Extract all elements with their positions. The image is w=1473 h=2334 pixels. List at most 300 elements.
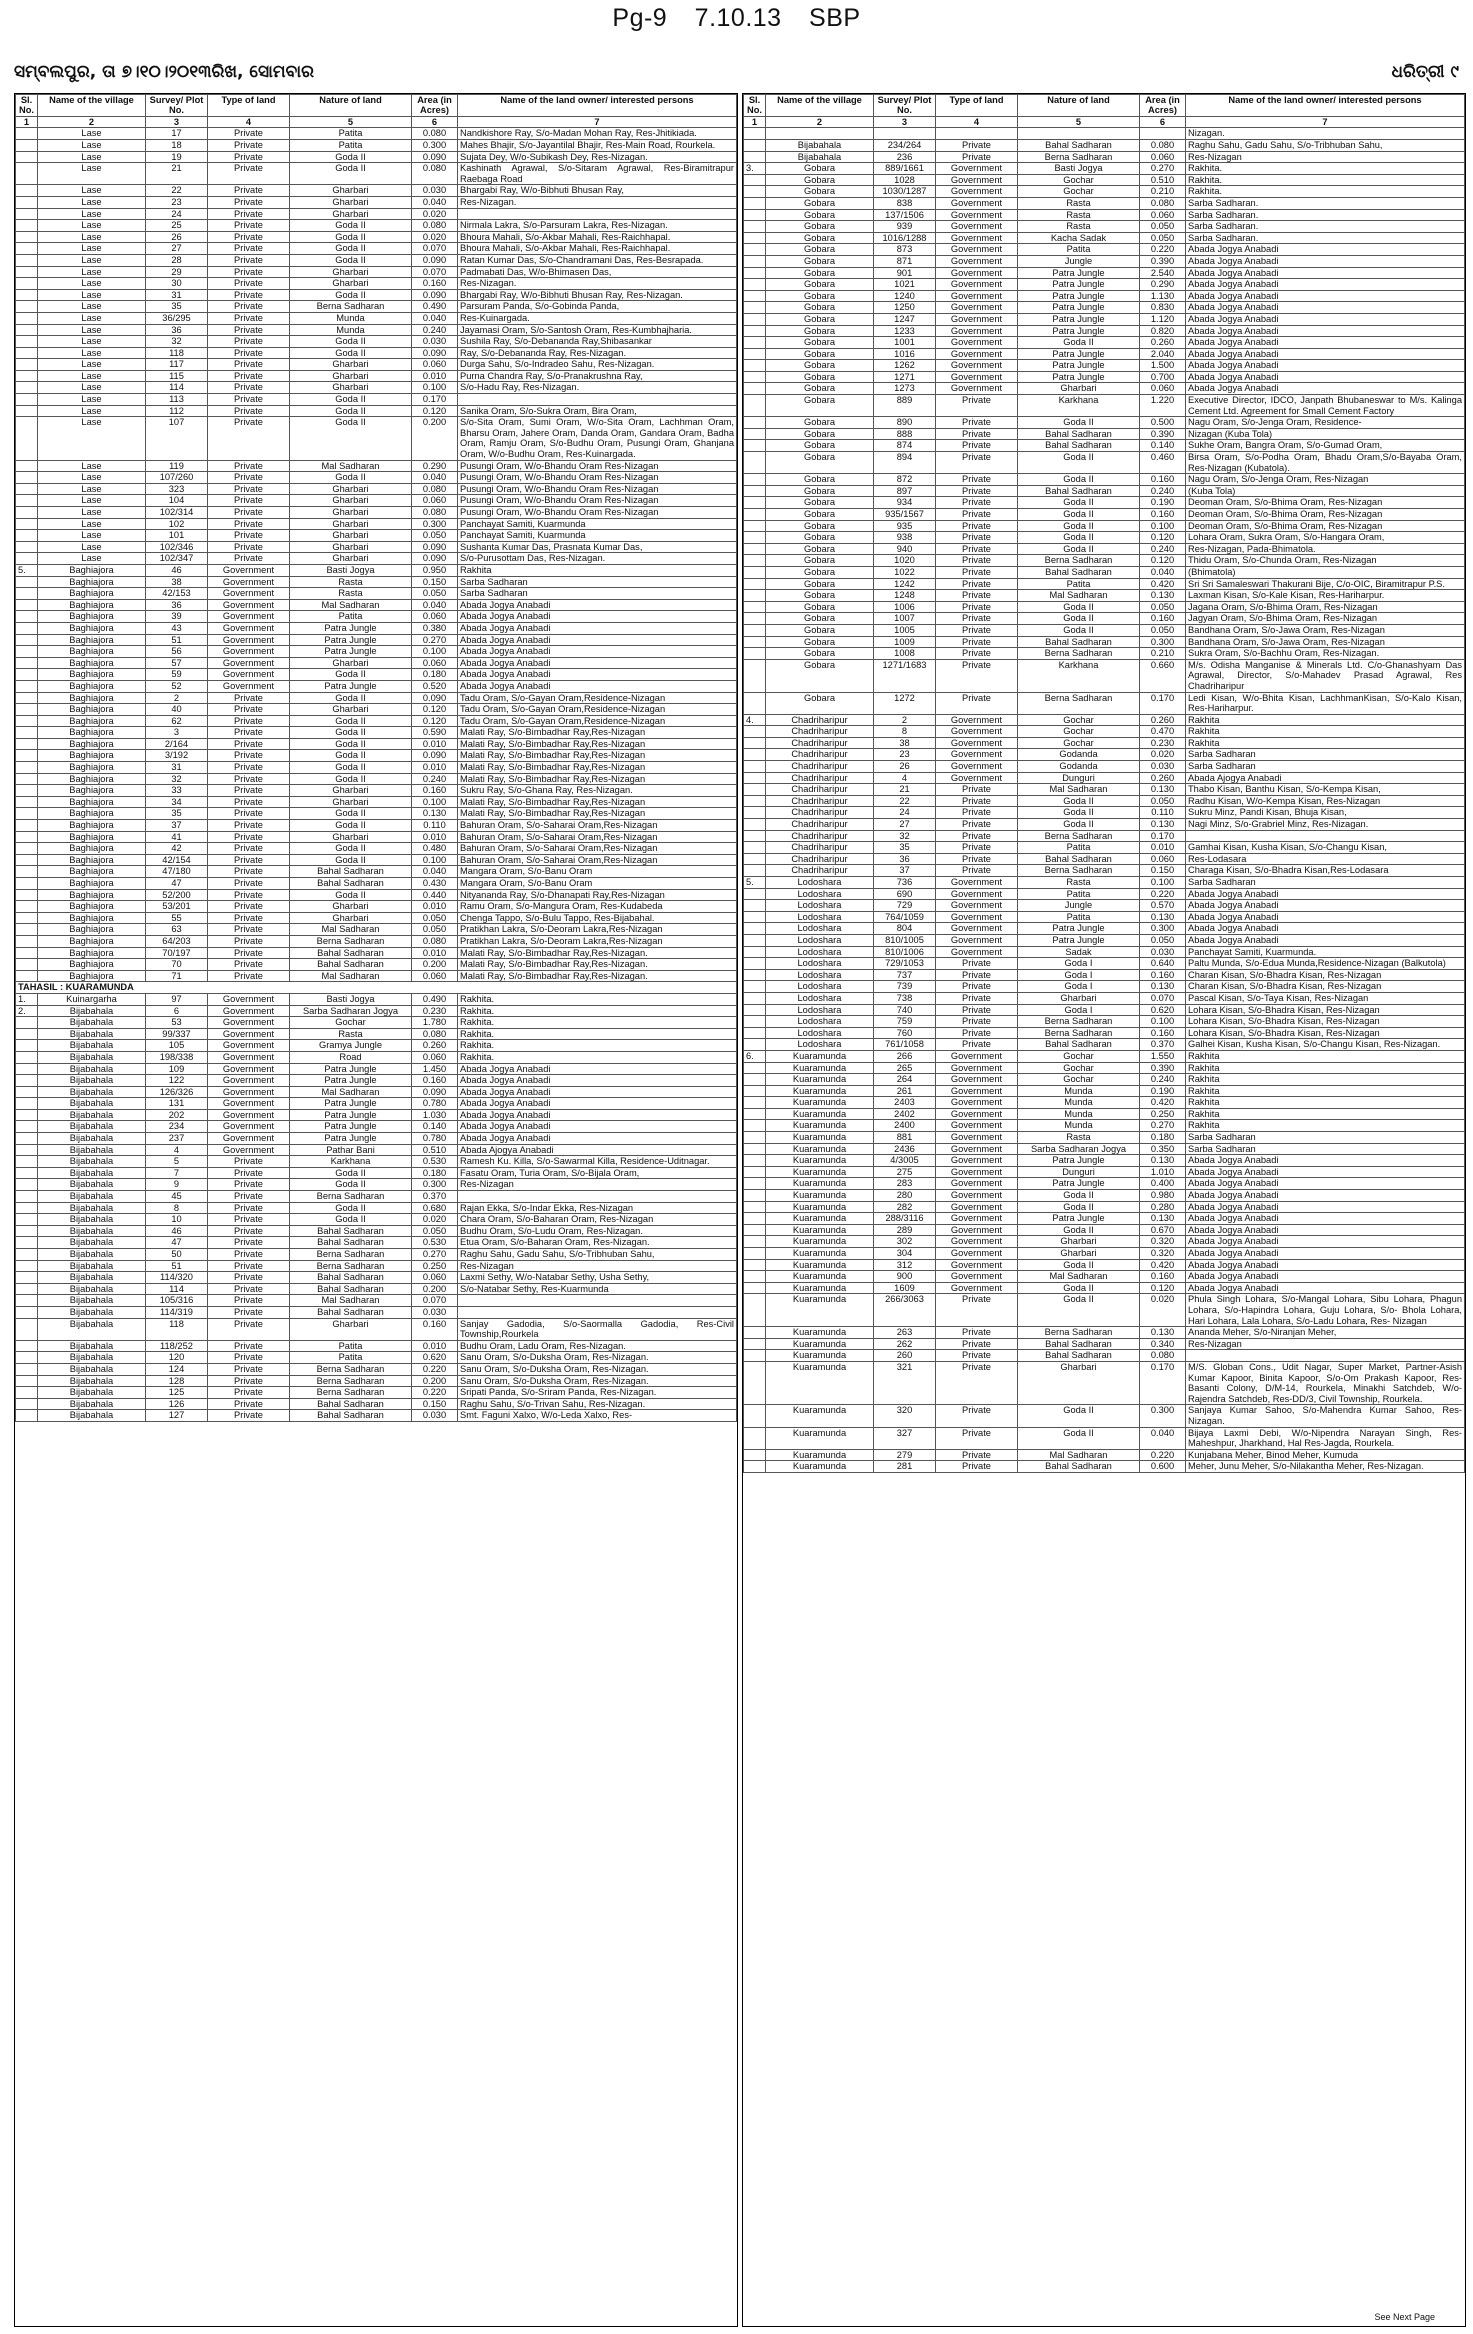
area-cell: 0.140 <box>412 1121 458 1133</box>
land-type-cell: Private <box>208 394 290 406</box>
village-cell: Gobara <box>766 337 874 349</box>
land-type-cell: Private <box>208 1295 290 1307</box>
sl-no-cell <box>16 553 38 565</box>
owner-cell: Abada Jogya Anabadi <box>1186 267 1465 279</box>
area-cell: 0.130 <box>1140 1155 1186 1167</box>
table-row <box>744 497 1465 509</box>
area-cell: 0.060 <box>1140 853 1186 865</box>
owner-cell: Lohara Kisan, S/o-Bhadra Kisan, Res-Nizagan <box>1186 1027 1465 1039</box>
land-nature-cell: Goda II <box>290 417 412 460</box>
sl-no-cell <box>744 1449 766 1461</box>
village-cell: Gobara <box>766 302 874 314</box>
village-cell: Gobara <box>766 417 874 429</box>
sl-no-cell <box>16 692 38 704</box>
survey-plot-cell: 6 <box>146 1005 208 1017</box>
village-cell: Bijabahala <box>38 1352 146 1364</box>
land-type-cell: Government <box>936 714 1018 726</box>
header-survey-plot: Survey/ Plot No. <box>146 95 208 117</box>
land-type-cell: Government <box>208 1133 290 1145</box>
table-row <box>744 590 1465 602</box>
table-row <box>744 1178 1465 1190</box>
village-cell: Gobara <box>766 659 874 692</box>
area-cell: 0.440 <box>412 889 458 901</box>
land-nature-cell: Patra Jungle <box>1018 923 1140 935</box>
sl-no-cell <box>16 1340 38 1352</box>
column-number: 2 <box>38 116 146 128</box>
sl-no-cell <box>16 1121 38 1133</box>
village-cell: Lase <box>38 460 146 472</box>
land-type-cell: Government <box>936 1166 1018 1178</box>
area-cell: 0.150 <box>1140 865 1186 877</box>
area-cell: 0.020 <box>412 1214 458 1226</box>
land-type-cell: Private <box>208 1340 290 1352</box>
owner-cell <box>458 1306 737 1318</box>
owner-cell: Abada Jogya Anabadi <box>458 599 737 611</box>
survey-plot-cell: 1233 <box>874 325 936 337</box>
sl-no-cell <box>744 692 766 714</box>
sl-no-cell <box>744 325 766 337</box>
land-nature-cell: Gharbari <box>290 530 412 542</box>
table-row <box>16 1249 737 1261</box>
column-number-row <box>16 116 737 128</box>
land-nature-cell: Bahal Sadharan <box>1018 1461 1140 1473</box>
land-type-cell: Private <box>208 796 290 808</box>
area-cell: 0.230 <box>412 1005 458 1017</box>
survey-plot-cell: 729/1053 <box>874 958 936 970</box>
village-cell: Bijabahala <box>38 1398 146 1410</box>
owner-cell: Deoman Oram, S/o-Bhima Oram, Res-Nizagan <box>1186 520 1465 532</box>
land-nature-cell: Bahal Sadharan <box>290 1272 412 1284</box>
area-cell: 0.050 <box>412 924 458 936</box>
survey-plot-cell: 804 <box>874 923 936 935</box>
owner-cell: Thidu Oram, S/o-Chunda Oram, Res-Nizagan <box>1186 555 1465 567</box>
sl-no-cell <box>16 185 38 197</box>
land-schedule-table-left <box>15 94 737 1422</box>
sl-no-cell <box>744 992 766 1004</box>
sl-no-cell <box>16 1202 38 1214</box>
owner-cell: Rakhita <box>1186 714 1465 726</box>
table-row <box>744 1327 1465 1339</box>
village-cell: Baghiajora <box>38 634 146 646</box>
survey-plot-cell: 50 <box>146 1249 208 1261</box>
owner-cell: Abada Jogya Anabadi <box>1186 1236 1465 1248</box>
survey-plot-cell: 52 <box>146 680 208 692</box>
area-cell: 0.160 <box>1140 613 1186 625</box>
owner-cell: Abada Jogya Anabadi <box>1186 337 1465 349</box>
land-nature-cell: Goda II <box>290 889 412 901</box>
land-nature-cell: Goda II <box>1018 532 1140 544</box>
section-heading-row <box>16 982 737 994</box>
land-nature-cell: Jungle <box>1018 255 1140 267</box>
village-cell: Kuaramunda <box>766 1405 874 1427</box>
land-type-cell: Government <box>936 1143 1018 1155</box>
area-cell: 0.090 <box>412 347 458 359</box>
owner-cell: Res-Nizagan. <box>458 278 737 290</box>
land-type-cell: Private <box>208 901 290 913</box>
land-type-cell: Government <box>936 302 1018 314</box>
survey-plot-cell: 2/164 <box>146 738 208 750</box>
survey-plot-cell: 938 <box>874 532 936 544</box>
land-nature-cell: Gharbari <box>290 901 412 913</box>
area-cell: 0.180 <box>412 669 458 681</box>
village-cell: Baghiajora <box>38 808 146 820</box>
village-cell: Bijabahala <box>38 1191 146 1203</box>
owner-cell: Rakhita. <box>1186 186 1465 198</box>
village-cell: Lodoshara <box>766 981 874 993</box>
table-row <box>16 289 737 301</box>
table-row <box>744 1201 1465 1213</box>
owner-cell: Abada Jogya Anabadi <box>1186 1282 1465 1294</box>
sl-no-cell <box>16 796 38 808</box>
village-cell: Bijabahala <box>38 1109 146 1121</box>
land-nature-cell: Goda II <box>1018 807 1140 819</box>
land-nature-cell: Goda I <box>1018 981 1140 993</box>
survey-plot-cell: 107 <box>146 417 208 460</box>
land-type-cell: Government <box>936 1085 1018 1097</box>
table-row <box>744 749 1465 761</box>
sl-no-cell <box>16 289 38 301</box>
sl-no-cell <box>744 244 766 256</box>
sl-no-cell <box>744 1004 766 1016</box>
sl-no-cell <box>16 243 38 255</box>
area-cell: 0.240 <box>1140 543 1186 555</box>
land-type-cell: Government <box>936 888 1018 900</box>
village-cell: Gobara <box>766 325 874 337</box>
village-cell: Gobara <box>766 601 874 613</box>
area-cell: 0.510 <box>412 1144 458 1156</box>
owner-cell: Pusungi Oram, W/o-Bhandu Oram Res-Nizagan <box>458 460 737 472</box>
sl-no-cell <box>16 541 38 553</box>
owner-cell: Ledi Kisan, W/o-Bhita Kisan, LachhmanKisan, S/o-Kalo Kisan, Res-Hariharpur. <box>1186 692 1465 714</box>
land-type-cell: Private <box>208 518 290 530</box>
table-row <box>16 993 737 1005</box>
land-type-cell: Government <box>936 244 1018 256</box>
land-nature-cell: Goda II <box>290 151 412 163</box>
owner-cell: Chara Oram, S/o-Baharan Oram, Res-Nizagan <box>458 1214 737 1226</box>
village-cell: Gobara <box>766 209 874 221</box>
section-heading: TAHASIL : KUARAMUNDA <box>16 982 737 994</box>
land-nature-cell: Gharbari <box>290 278 412 290</box>
land-nature-cell: Goda II <box>1018 543 1140 555</box>
village-cell: Bijabahala <box>766 151 874 163</box>
survey-plot-cell: 1021 <box>874 279 936 291</box>
village-cell: Chadriharipur <box>766 749 874 761</box>
area-cell: 0.080 <box>412 935 458 947</box>
village-cell: Baghiajora <box>38 611 146 623</box>
table-row <box>744 900 1465 912</box>
sl-no-cell <box>744 1178 766 1190</box>
land-nature-cell: Goda II <box>290 820 412 832</box>
village-cell: Bijabahala <box>38 1040 146 1052</box>
land-nature-cell: Patita <box>1018 888 1140 900</box>
land-type-cell: Government <box>208 1075 290 1087</box>
sl-no-cell <box>16 278 38 290</box>
table-row <box>744 1155 1465 1167</box>
sl-no-cell <box>16 1295 38 1307</box>
owner-cell: Charan Kisan, S/o-Bhadra Kisan, Res-Nizagan <box>1186 969 1465 981</box>
survey-plot-cell: 1240 <box>874 290 936 302</box>
village-cell: Lase <box>38 196 146 208</box>
owner-cell: M/s. Odisha Manganise & Minerals Ltd. C/o-Ghanashyam Das Agrawal, Director, S/o-Mahadev Prasad Agrawal, Res Chadriharipur <box>1186 659 1465 692</box>
area-cell: 0.520 <box>412 680 458 692</box>
owner-cell: Parsuram Panda, S/o-Gobinda Panda, <box>458 301 737 313</box>
village-cell: Gobara <box>766 613 874 625</box>
area-cell: 0.030 <box>412 336 458 348</box>
table-row <box>744 1461 1465 1473</box>
village-cell: Bijabahala <box>38 1375 146 1387</box>
owner-cell: Abada Jogya Anabadi <box>1186 1213 1465 1225</box>
village-cell: Bijabahala <box>38 1086 146 1098</box>
land-nature-cell: Goda II <box>290 854 412 866</box>
area-cell: 0.120 <box>412 405 458 417</box>
table-row <box>744 1361 1465 1404</box>
survey-plot-cell: 128 <box>146 1375 208 1387</box>
area-cell: 0.030 <box>1140 946 1186 958</box>
sl-no-cell <box>16 312 38 324</box>
table-row <box>744 1213 1465 1225</box>
land-type-cell: Government <box>208 993 290 1005</box>
table-row <box>744 290 1465 302</box>
table-row <box>16 1167 737 1179</box>
land-type-cell: Government <box>936 371 1018 383</box>
village-cell: Kuaramunda <box>766 1050 874 1062</box>
sl-no-cell <box>16 1237 38 1249</box>
village-cell: Gobara <box>766 221 874 233</box>
survey-plot-cell: 289 <box>874 1224 936 1236</box>
table-row <box>16 924 737 936</box>
survey-plot-cell: 262 <box>874 1338 936 1350</box>
survey-plot-cell: 18 <box>146 140 208 152</box>
table-row <box>16 324 737 336</box>
area-cell: 0.050 <box>1140 795 1186 807</box>
land-nature-cell: Karkhana <box>1018 395 1140 417</box>
village-cell: Baghiajora <box>38 588 146 600</box>
land-nature-cell: Patra Jungle <box>1018 302 1140 314</box>
land-type-cell: Private <box>936 659 1018 692</box>
area-cell: 0.070 <box>412 243 458 255</box>
survey-plot-cell: 102/347 <box>146 553 208 565</box>
sl-no-cell <box>744 830 766 842</box>
owner-cell: Sarba Sadharan <box>1186 1143 1465 1155</box>
table-row <box>16 359 737 371</box>
land-nature-cell: Gharbari <box>290 495 412 507</box>
table-row <box>744 761 1465 773</box>
area-cell: 0.110 <box>412 820 458 832</box>
sl-no-cell <box>16 1179 38 1191</box>
table-row <box>744 613 1465 625</box>
table-row <box>16 405 737 417</box>
village-cell: Lodoshara <box>766 923 874 935</box>
area-cell: 0.980 <box>1140 1190 1186 1202</box>
survey-plot-cell: 234/264 <box>874 140 936 152</box>
survey-plot-cell: 40 <box>146 704 208 716</box>
village-cell: Gobara <box>766 485 874 497</box>
land-nature-cell: Munda <box>1018 1108 1140 1120</box>
land-type-cell: Private <box>208 243 290 255</box>
area-cell: 0.420 <box>1140 1097 1186 1109</box>
area-cell: 0.240 <box>1140 485 1186 497</box>
land-nature-cell: Mal Sadharan <box>1018 590 1140 602</box>
village-cell: Baghiajora <box>38 785 146 797</box>
owner-cell: Purna Chandra Ray, S/o-Pranakrushna Ray, <box>458 370 737 382</box>
village-cell: Chadriharipur <box>766 842 874 854</box>
area-cell: 0.490 <box>412 301 458 313</box>
land-nature-cell: Goda II <box>290 231 412 243</box>
land-nature-cell: Berna Sadharan <box>1018 830 1140 842</box>
table-row <box>744 417 1465 429</box>
owner-cell: Budhu Oram, S/o-Ludu Oram, Res-Nizagan. <box>458 1225 737 1237</box>
owner-cell: (Kuba Tola) <box>1186 485 1465 497</box>
survey-plot-cell: 102/314 <box>146 507 208 519</box>
owner-cell: Rakhita. <box>458 993 737 1005</box>
sl-no-cell <box>744 209 766 221</box>
village-cell: Gobara <box>766 383 874 395</box>
village-cell: Baghiajora <box>38 727 146 739</box>
village-cell: Gobara <box>766 360 874 372</box>
header-area: Area (in Acres) <box>1140 95 1186 117</box>
column-number: 1 <box>744 116 766 128</box>
land-nature-cell: Rasta <box>290 1028 412 1040</box>
land-schedule-table-right <box>743 94 1465 1473</box>
survey-plot-cell: 118 <box>146 1318 208 1340</box>
land-nature-cell: Bahal Sadharan <box>1018 140 1140 152</box>
sl-no-cell <box>16 1375 38 1387</box>
table-row <box>16 1306 737 1318</box>
owner-cell <box>458 1191 737 1203</box>
land-type-cell: Government <box>208 634 290 646</box>
area-cell: 0.480 <box>412 843 458 855</box>
owner-cell: Laxmi Sethy, W/o-Natabar Sethy, Usha Sethy, <box>458 1272 737 1284</box>
survey-plot-cell: 890 <box>874 417 936 429</box>
village-cell: Gobara <box>766 348 874 360</box>
village-cell: Bijabahala <box>38 1202 146 1214</box>
owner-cell: Ramesh Ku. Killa, S/o-Sawarmal Killa, Residence-Uditnagar. <box>458 1156 737 1168</box>
owner-cell <box>458 208 737 220</box>
column-number: 7 <box>458 116 737 128</box>
sl-no-cell <box>744 186 766 198</box>
land-nature-cell: Gharbari <box>290 912 412 924</box>
village-cell: Gobara <box>766 197 874 209</box>
table-row <box>744 1350 1465 1362</box>
land-type-cell: Government <box>936 761 1018 773</box>
table-row <box>744 1166 1465 1178</box>
land-nature-cell: Mal Sadharan <box>290 460 412 472</box>
sl-no-cell <box>744 128 766 140</box>
land-type-cell: Government <box>936 946 1018 958</box>
village-cell: Kuaramunda <box>766 1132 874 1144</box>
table-row <box>16 588 737 600</box>
owner-cell: Malati Ray, S/o-Bimbadhar Ray,Res-Nizagan <box>458 762 737 774</box>
survey-plot-cell: 736 <box>874 877 936 889</box>
sl-no-cell <box>744 290 766 302</box>
land-nature-cell: Bahal Sadharan <box>290 878 412 890</box>
area-cell: 0.130 <box>1140 784 1186 796</box>
sl-no-cell <box>16 1283 38 1295</box>
land-type-cell: Private <box>208 785 290 797</box>
owner-cell: Bahuran Oram, S/o-Saharai Oram,Res-Nizagan <box>458 843 737 855</box>
land-type-cell: Government <box>936 772 1018 784</box>
land-nature-cell: Goda II <box>1018 1190 1140 1202</box>
land-type-cell: Government <box>936 749 1018 761</box>
land-type-cell: Private <box>208 185 290 197</box>
land-type-cell <box>936 128 1018 140</box>
area-cell: 0.100 <box>1140 520 1186 532</box>
area-cell: 0.290 <box>1140 279 1186 291</box>
table-row <box>744 795 1465 807</box>
table-row <box>744 923 1465 935</box>
village-cell: Gobara <box>766 532 874 544</box>
land-nature-cell: Bahal Sadharan <box>1018 428 1140 440</box>
land-type-cell: Private <box>208 347 290 359</box>
owner-cell: Ramu Oram, S/o-Mangura Oram, Res-Kudabeda <box>458 901 737 913</box>
area-cell: 0.300 <box>1140 923 1186 935</box>
header-village: Name of the village <box>38 95 146 117</box>
land-nature-cell: Patra Jungle <box>1018 371 1140 383</box>
sl-no-cell <box>16 935 38 947</box>
land-type-cell: Private <box>208 151 290 163</box>
sl-no-cell <box>744 348 766 360</box>
land-nature-cell: Rasta <box>1018 1132 1140 1144</box>
village-cell: Baghiajora <box>38 843 146 855</box>
sl-no-cell <box>16 394 38 406</box>
survey-plot-cell: 874 <box>874 440 936 452</box>
village-cell: Kuinargarha <box>38 993 146 1005</box>
sl-no-cell <box>744 888 766 900</box>
sl-no-cell <box>744 1201 766 1213</box>
sl-no-cell <box>16 1063 38 1075</box>
village-cell: Gobara <box>766 509 874 521</box>
land-nature-cell: Berna Sadharan <box>1018 865 1140 877</box>
land-type-cell: Private <box>936 1027 1018 1039</box>
land-nature-cell: Goda II <box>1018 1294 1140 1327</box>
survey-plot-cell: 279 <box>874 1449 936 1461</box>
area-cell: 0.020 <box>412 231 458 243</box>
table-row <box>744 151 1465 163</box>
table-row <box>744 337 1465 349</box>
survey-plot-cell: 934 <box>874 497 936 509</box>
land-nature-cell: Gochar <box>1018 174 1140 186</box>
sl-no-cell <box>16 347 38 359</box>
sl-no-cell <box>744 923 766 935</box>
land-nature-cell: Gharbari <box>290 208 412 220</box>
sl-no-cell <box>744 590 766 602</box>
area-cell: 0.300 <box>412 518 458 530</box>
land-type-cell: Private <box>208 382 290 394</box>
land-nature-cell: Goda II <box>1018 795 1140 807</box>
land-type-cell: Private <box>208 1375 290 1387</box>
land-type-cell: Private <box>936 151 1018 163</box>
village-cell: Baghiajora <box>38 773 146 785</box>
survey-plot-cell: 764/1059 <box>874 911 936 923</box>
area-cell: 0.350 <box>1140 1143 1186 1155</box>
land-type-cell: Private <box>208 553 290 565</box>
village-cell: Gobara <box>766 692 874 714</box>
village-cell: Kuaramunda <box>766 1338 874 1350</box>
survey-plot-cell: 51 <box>146 1260 208 1272</box>
survey-plot-cell: 126 <box>146 1398 208 1410</box>
land-type-cell: Private <box>936 555 1018 567</box>
land-nature-cell: Patra Jungle <box>1018 934 1140 946</box>
village-cell: Lase <box>38 359 146 371</box>
village-cell: Baghiajora <box>38 878 146 890</box>
sl-no-cell <box>16 1040 38 1052</box>
area-cell: 0.620 <box>1140 1004 1186 1016</box>
land-nature-cell: Goda II <box>1018 337 1140 349</box>
column-number: 6 <box>1140 116 1186 128</box>
owner-cell: Malati Ray, S/o-Bimbadhar Ray,Res-Nizagan <box>458 738 737 750</box>
land-type-cell: Government <box>208 1028 290 1040</box>
land-nature-cell <box>1018 128 1140 140</box>
